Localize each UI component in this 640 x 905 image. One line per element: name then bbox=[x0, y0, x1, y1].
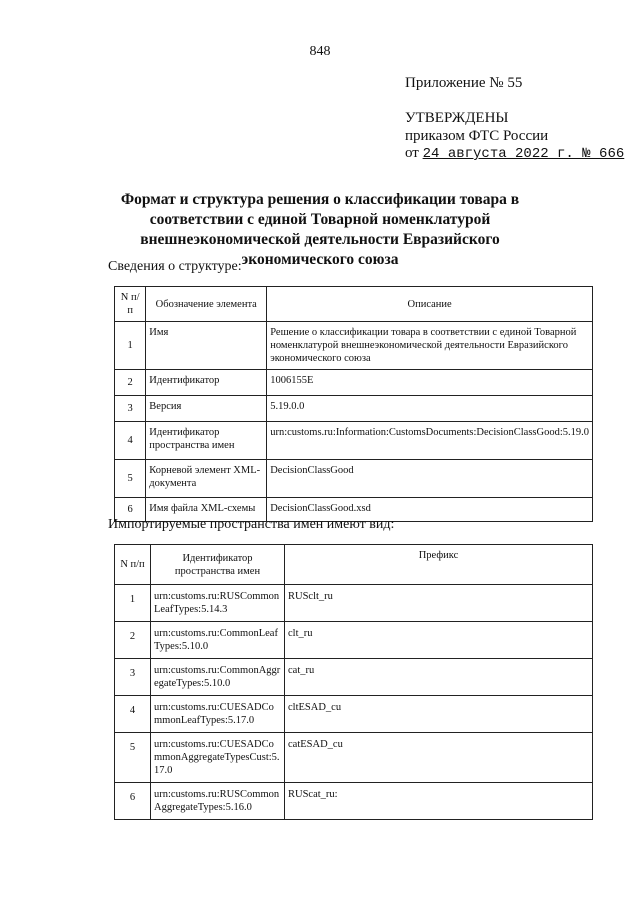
header-cell: Префикс bbox=[285, 545, 593, 585]
row-number: 6 bbox=[115, 498, 146, 522]
header-cell: N п/п bbox=[115, 287, 146, 322]
namespace-id: urn:customs.ru:CommonLeafTypes:5.10.0 bbox=[151, 622, 285, 659]
namespaces-caption: Импортируемые пространства имен имеют вид: bbox=[108, 517, 395, 532]
header-cell: Обозначение элемента bbox=[146, 287, 267, 322]
namespace-id: urn:customs.ru:CUESADCommonLeafTypes:5.17.0 bbox=[151, 696, 285, 733]
row-number: 4 bbox=[115, 422, 146, 460]
structure-caption: Сведения о структуре: bbox=[108, 259, 242, 274]
header-cell: N п/п bbox=[115, 545, 151, 585]
namespace-prefix: clt_ru bbox=[285, 622, 593, 659]
element-name: Идентификатор bbox=[146, 370, 267, 396]
row-number: 1 bbox=[115, 322, 146, 370]
element-name: Версия bbox=[146, 396, 267, 422]
namespace-id: urn:customs.ru:CommonAggregateTypes:5.10.0 bbox=[151, 659, 285, 696]
table-row bbox=[115, 733, 593, 783]
namespace-id: urn:customs.ru:RUSCommonLeafTypes:5.14.3 bbox=[151, 585, 285, 622]
table-row bbox=[115, 783, 593, 820]
appendix-label: Приложение № 55 bbox=[405, 75, 523, 91]
namespace-id: urn:customs.ru:CUESADCommonAggregateTypesCust:5.17.0 bbox=[151, 733, 285, 783]
element-name: Корневой элемент XML-документа bbox=[146, 460, 267, 498]
page-number: 848 bbox=[309, 44, 331, 59]
row-number: 2 bbox=[115, 370, 146, 396]
order-label: приказом ФТС России bbox=[405, 128, 549, 144]
namespace-prefix: catESAD_cu bbox=[285, 733, 593, 783]
row-number: 3 bbox=[115, 659, 151, 696]
element-description: urn:customs.ru:Information:CustomsDocuments:DecisionClassGood:5.19.0 bbox=[267, 422, 593, 460]
table-row bbox=[115, 585, 593, 622]
table-header-row bbox=[115, 287, 593, 322]
order-date bbox=[405, 145, 624, 162]
date-prefix: от bbox=[405, 145, 419, 161]
table-row bbox=[115, 460, 593, 498]
row-number: 4 bbox=[115, 696, 151, 733]
table-row bbox=[115, 696, 593, 733]
element-description: DecisionClassGood bbox=[267, 460, 593, 498]
element-name: Имя файла XML-схемы bbox=[146, 498, 267, 522]
row-number: 1 bbox=[115, 585, 151, 622]
approved-label: УТВЕРЖДЕНЫ bbox=[405, 110, 509, 126]
row-number: 5 bbox=[115, 733, 151, 783]
element-description: DecisionClassGood.xsd bbox=[267, 498, 593, 522]
row-number: 2 bbox=[115, 622, 151, 659]
element-name: Идентификатор пространства имен bbox=[146, 422, 267, 460]
namespace-prefix: RUScat_ru: bbox=[285, 783, 593, 820]
header-cell: Идентификатор пространства имен bbox=[151, 545, 285, 585]
structure-table bbox=[114, 286, 593, 522]
element-description: 5.19.0.0 bbox=[267, 396, 593, 422]
table-row bbox=[115, 422, 593, 460]
element-description: 1006155E bbox=[267, 370, 593, 396]
table-row bbox=[115, 622, 593, 659]
row-number: 3 bbox=[115, 396, 146, 422]
row-number: 6 bbox=[115, 783, 151, 820]
document-title: Формат и структура решения о классификации товара в соответствии с единой Товарной номенклатурой внешнеэкономической деятельности Евразийского экономического союза bbox=[120, 191, 520, 268]
namespace-prefix: RUSclt_ru bbox=[285, 585, 593, 622]
row-number: 5 bbox=[115, 460, 146, 498]
handwritten-date: 24 августа 2022 г. № 666 bbox=[422, 146, 625, 162]
table-row bbox=[115, 370, 593, 396]
element-description: Решение о классификации товара в соответствии с единой Товарной номенклатурой внешнеэкономической деятельности Евразийского экономического союза bbox=[267, 322, 593, 370]
namespace-prefix: cltESAD_cu bbox=[285, 696, 593, 733]
header-cell: Описание bbox=[267, 287, 593, 322]
table-row bbox=[115, 659, 593, 696]
namespace-prefix: cat_ru bbox=[285, 659, 593, 696]
table-row bbox=[115, 322, 593, 370]
table-row bbox=[115, 396, 593, 422]
table-header-row bbox=[115, 545, 593, 585]
element-name: Имя bbox=[146, 322, 267, 370]
namespaces-table bbox=[114, 544, 593, 820]
namespace-id: urn:customs.ru:RUSCommonAggregateTypes:5.16.0 bbox=[151, 783, 285, 820]
